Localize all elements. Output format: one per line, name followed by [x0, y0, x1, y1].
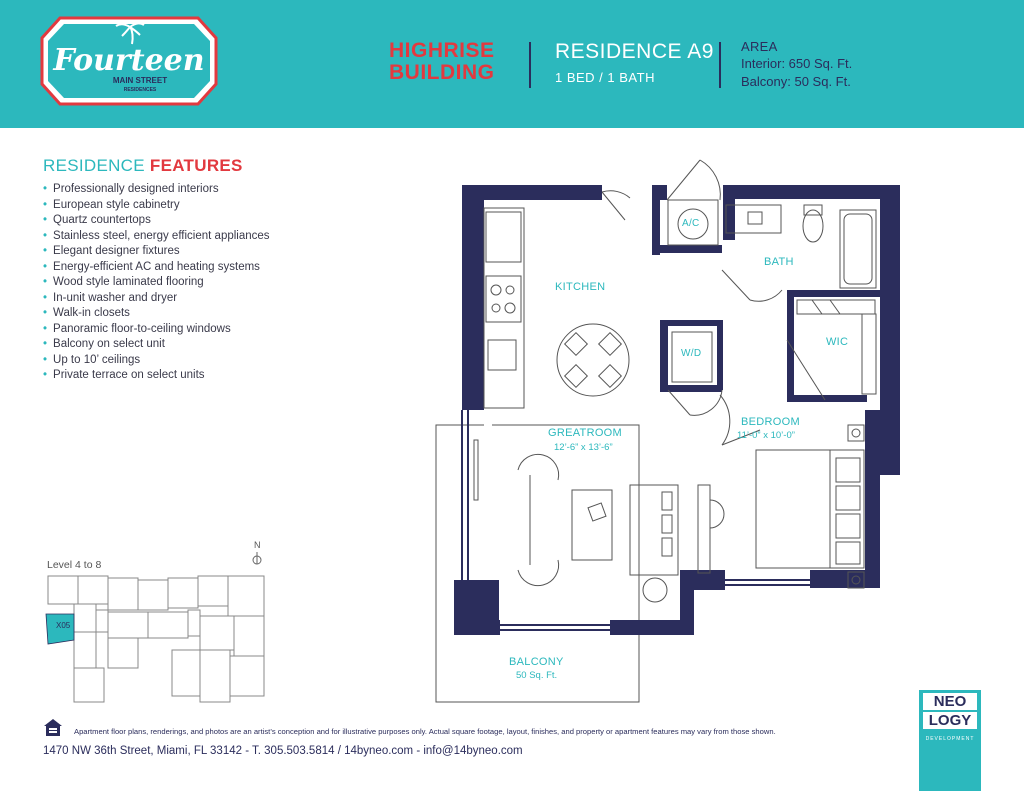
feature-item: • Energy-efficient AC and heating systems — [43, 260, 270, 276]
area-label: AREA — [741, 39, 778, 54]
balcony-area: Balcony: 50 Sq. Ft. — [741, 74, 851, 89]
features-title-part1: RESIDENCE — [43, 156, 150, 175]
interior-walls — [484, 290, 882, 460]
key-plan-map — [40, 540, 280, 710]
developer-word-1: NEO — [923, 693, 977, 710]
fourteen-logo — [40, 14, 218, 108]
feature-item: • Up to 10’ ceilings — [43, 353, 270, 369]
logo-wordmark: Fourteen — [53, 43, 205, 78]
developer-word-2: LOGY — [923, 712, 977, 729]
floor-plan-drawing — [430, 140, 930, 715]
interior-area: Interior: 650 Sq. Ft. — [741, 56, 853, 71]
developer-logo-band — [919, 748, 981, 791]
room-label-greatroom: GREATROOM — [548, 427, 622, 439]
feature-item: • Professionally designed interiors — [43, 182, 270, 198]
feature-item: • European style cabinetry — [43, 198, 270, 214]
north-label: N — [254, 540, 261, 550]
contact-info: 1470 NW 36th Street, Miami, FL 33142 - T. 305.503.5814 / 14byneo.com - info@14byneo.com — [43, 745, 523, 757]
balcony-area-label: 50 Sq. Ft. — [516, 670, 558, 681]
logo-subtitle-2: RESIDENCES — [123, 87, 157, 93]
room-label-ac: A/C — [682, 218, 700, 229]
keyplan-level-label: Level 4 to 8 — [47, 559, 102, 571]
feature-item: • Wood style laminated flooring — [43, 275, 270, 291]
room-label-bedroom: BEDROOM — [741, 416, 800, 428]
feature-item: • Walk-in closets — [43, 306, 270, 322]
room-label-kitchen: KITCHEN — [555, 281, 606, 293]
feature-item: • Elegant designer fixtures — [43, 244, 270, 260]
feature-item: • Stainless steel, energy efficient appliances — [43, 229, 270, 245]
kitchen-counters — [484, 208, 524, 408]
building-type — [389, 40, 495, 84]
disclaimer-text: Apartment floor plans, renderings, and photos are an artist’s conception and for illustrative purposes only. Actual square footage, layout, finishes, and property or apartment features may vary from those shown. — [74, 727, 776, 736]
features-title-part2: FEATURES — [149, 156, 243, 175]
bath-fixtures — [726, 205, 876, 288]
feature-item: • Balcony on select unit — [43, 337, 270, 353]
room-label-balcony: BALCONY — [509, 656, 564, 668]
feature-item: • Panoramic floor-to-ceiling windows — [43, 322, 270, 338]
residence-bed-bath: 1 BED / 1 BATH — [555, 70, 655, 85]
room-label-wd: W/D — [681, 348, 702, 359]
header-band — [0, 0, 1024, 128]
thin-walls — [462, 410, 810, 630]
features-title — [43, 156, 243, 176]
header-divider — [719, 42, 721, 88]
feature-item: • In-unit washer and dryer — [43, 291, 270, 307]
equal-housing-icon — [43, 718, 63, 738]
logo-subtitle: MAIN STREET — [112, 76, 168, 85]
bed — [698, 425, 864, 588]
greatroom-dimensions: 12’-6” x 13’-6” — [554, 442, 613, 453]
building-type-line1: HIGHRISE — [389, 39, 495, 62]
unit-label: X05 — [56, 621, 71, 630]
residence-title: RESIDENCE A9 — [555, 40, 714, 63]
dining-set — [557, 324, 629, 396]
room-label-bath: BATH — [764, 256, 794, 268]
developer-word-3: DEVELOPMENT — [925, 736, 975, 742]
building-type-line2: BUILDING — [389, 61, 495, 84]
developer-logo-top — [919, 690, 981, 748]
floor-plan — [430, 140, 930, 715]
developer-logo — [919, 690, 981, 791]
bedroom-dimensions: 11’-0” x 10’-0” — [737, 430, 795, 441]
room-label-wic: WIC — [826, 336, 849, 348]
feature-item: • Private terrace on select units — [43, 368, 270, 384]
header-divider — [529, 42, 531, 88]
features-list — [43, 182, 270, 384]
feature-item: • Quartz countertops — [43, 213, 270, 229]
north-arrow-icon — [253, 552, 261, 564]
living-furniture — [474, 440, 678, 602]
